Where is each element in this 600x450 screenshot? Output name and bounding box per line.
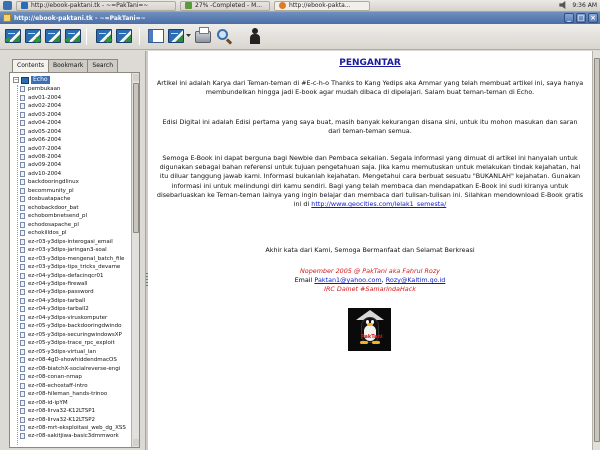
tree-item-label: ez-r04-y3dips-defacinqcr01 (28, 272, 104, 279)
tree-item-label: adv08-2004 (28, 153, 62, 160)
tree-item-label: ez-r05-y3dips-trace_rpc_exploit (28, 340, 115, 347)
tree-item[interactable] (20, 187, 132, 195)
tree-item-label: ez-r04-y3dips-password (28, 289, 94, 296)
book-options-icon (168, 29, 184, 43)
tree-item-label: ez-r04-y3dips-viruskomputer (28, 314, 108, 321)
tree-item-label: ez-r03-y3dips-jaringan3-soal (28, 247, 107, 254)
tree-item[interactable] (20, 348, 132, 356)
document-icon (20, 408, 25, 414)
tree-item[interactable] (20, 127, 132, 135)
document-icon (20, 264, 25, 270)
document-icon (20, 400, 25, 406)
tree-item-label: ez-r08-conan-nmap (28, 374, 82, 381)
tree-scrollbar[interactable] (131, 73, 139, 447)
tree-item-label: ez-r08-biatchX-socialreverse-engi (28, 365, 121, 372)
tree-item-label: ez-r05-y3dips-backdooringdwindo (28, 323, 122, 330)
tree-item[interactable] (20, 381, 132, 389)
content-scrollbar-thumb[interactable] (594, 58, 600, 442)
tree-item-label: ez-r03-y3dips-tips_tricks_devame (28, 264, 121, 271)
tree-item-label: adv09-2004 (28, 162, 62, 169)
document-icon (20, 86, 25, 92)
tree-item[interactable] (20, 364, 132, 372)
download-icon (185, 2, 192, 9)
navigation-pane (0, 51, 145, 450)
penguin-foot (372, 341, 380, 344)
tree-item-label: ez-r03-y3dips-interogasi_email (28, 238, 113, 245)
irc-line: IRC Dalnet #SamarindaHack (324, 285, 416, 293)
tree-item-label: adv10-2004 (28, 170, 62, 177)
penguin-beak (367, 323, 373, 326)
tray (559, 1, 597, 9)
document-icon (20, 306, 25, 312)
email-line (148, 276, 592, 284)
content-area (148, 51, 592, 450)
email-separator: , (381, 276, 384, 284)
closing-paragraph: Akhir kata dari Kami, Semoga Bermanfaat dan Selamat Berkreasi (265, 246, 475, 254)
book-back-icon (5, 29, 21, 43)
document-icon (20, 239, 25, 245)
tree-item-label: ez-r08-hileman_hands-trinoo (28, 391, 108, 398)
toolbar-separator (86, 28, 87, 45)
forward-button[interactable] (24, 27, 42, 45)
tab-search[interactable]: Search (87, 59, 118, 72)
maximize-button[interactable]: □ (577, 14, 585, 22)
taskbar-item-label: 27% -Completed - M... (195, 2, 263, 9)
tree-item-label: adv01-2004 (28, 94, 62, 101)
book-icon (21, 2, 28, 9)
tree-item[interactable] (20, 119, 132, 127)
tree-item[interactable] (20, 398, 132, 406)
tree-item[interactable] (20, 110, 132, 118)
tree-item[interactable] (20, 237, 132, 245)
document-icon (20, 340, 25, 346)
user-button[interactable] (246, 27, 264, 45)
tree-item[interactable] (20, 102, 132, 110)
tree-item-label: ez-r08-sakitjiwa-basic3dmmwork (28, 433, 119, 440)
tree-item-label: adv05-2004 (28, 128, 62, 135)
tree-item-label: echobombnetsend_pl (28, 213, 87, 220)
document-icon (20, 222, 25, 228)
print-button[interactable] (194, 27, 212, 45)
document-icon (20, 95, 25, 101)
tree-item-label: adv04-2004 (28, 120, 62, 127)
book-icon (21, 77, 29, 84)
arrow-left-icon (64, 37, 70, 43)
previous-button[interactable] (64, 27, 82, 45)
document-icon (20, 273, 25, 279)
collapse-icon[interactable]: − (14, 77, 19, 83)
document-icon (20, 112, 25, 118)
book-previous-icon (65, 29, 81, 43)
tree-item[interactable] (20, 136, 132, 144)
tree-item-label: ez-r04-y3dips-tarball2 (28, 306, 89, 313)
tree-item-label: adv06-2004 (28, 137, 62, 144)
toolbar-separator (139, 28, 140, 45)
tree-item[interactable] (20, 280, 132, 288)
tree-item[interactable] (20, 204, 132, 212)
document-icon (20, 332, 25, 338)
document-icon (20, 256, 25, 262)
tree-item-label: adv03-2004 (28, 111, 62, 118)
document-icon (20, 120, 25, 126)
page-title: PENGANTAR (339, 58, 401, 68)
document-icon (20, 383, 25, 389)
document-icon (20, 103, 25, 109)
disclaimer-text: Semoga E-Book ini dapat berguna bagi Newbie dan Pembaca sekalian. Segala informasi yang dimuat di artikel ini hanyalah untuk digunakan sebagai bahan referensi untuk tujuan pengetahuan saja. Jika kamu memutuskan untuk melakukan tindak kejahatan, hal itu diluar tanggung jawab kami. Informasi bukanlah kejahatan. Mengetahui cara berbuat sesuatu "BUKANLAH" kejahatan. Gunakan informasi ini untuk melindungi diri kamu sendiri. Bagi yang telah membaca dan mendapatkan E-Book ini sudi kiranya untuk disebarluaskan ke Teman-teman lainya yang ingin belajar dan membaca dari tulisan-tulisan ini. Silahkan mendownload E-Book gratis ini di (156, 154, 584, 209)
tree-item-label: backdooringdlinux (28, 179, 79, 186)
tree-item-label: echodosapache_pl (28, 221, 79, 228)
tree-scrollbar-thumb[interactable] (133, 83, 139, 233)
tree-item[interactable] (20, 153, 132, 161)
document-icon (20, 205, 25, 211)
tree-item[interactable] (20, 144, 132, 152)
window-controls (564, 13, 598, 23)
document-icon (20, 146, 25, 152)
book-forward-icon (25, 29, 41, 43)
printer-icon (195, 31, 211, 43)
email-label: Email (294, 276, 313, 284)
book-sync-icon (116, 29, 132, 43)
tree-item-label: adv02-2004 (28, 103, 62, 110)
tree-item-label: dosbuatapache (28, 196, 71, 203)
tree-item[interactable] (20, 305, 132, 313)
document-icon (20, 230, 25, 236)
tree-item[interactable] (20, 314, 132, 322)
minimize-button[interactable]: _ (564, 13, 574, 23)
tree-item-label: ez-r03-y3dips-mengenal_batch_file (28, 255, 125, 262)
tree-item[interactable] (20, 288, 132, 296)
tree-list (20, 85, 132, 441)
tab-bookmark[interactable]: Bookmark (48, 59, 88, 72)
document-icon (20, 137, 25, 143)
document-icon (20, 425, 25, 431)
document-icon (20, 374, 25, 380)
download-link[interactable]: http://www.geocities.com/lelak1_semesta/ (311, 200, 447, 209)
signature-date: Nopember 2005 @ PakTani aka Fahrul Rozy (300, 267, 440, 275)
penguin-foot (360, 341, 368, 344)
tree-item[interactable] (20, 432, 132, 440)
document-icon (20, 366, 25, 372)
book-home-icon (45, 29, 61, 43)
tree-item-label: ez-r05-y3dips-securingwindowsXP (28, 331, 122, 338)
window-titlebar[interactable] (0, 12, 600, 24)
document-icon (20, 281, 25, 287)
tree-item-label: ez-r08-id-ipYM (28, 399, 68, 406)
document-icon (20, 323, 25, 329)
tree-item-label: adv07-2004 (28, 145, 62, 152)
sync-button[interactable] (115, 27, 133, 45)
window-title: http://ebook-paktani.tk - ~=PakTani=~ (14, 14, 146, 22)
person-icon (250, 28, 260, 44)
tree-item[interactable] (20, 85, 132, 93)
tree-item[interactable] (20, 161, 132, 169)
tree-item[interactable] (20, 254, 132, 262)
tree-item-label: ez-r08-4gD-showhiddendmacOS (28, 357, 117, 364)
tree-item[interactable] (20, 373, 132, 381)
tree-item[interactable] (20, 271, 132, 279)
document-icon (20, 213, 25, 219)
document-icon (20, 196, 25, 202)
tree-item[interactable] (20, 212, 132, 220)
document-icon (20, 315, 25, 321)
document-icon (20, 179, 25, 185)
panel-icon (148, 29, 164, 43)
tree-item-label: ez-r08-lirva32-K12LTSP2 (28, 416, 96, 423)
tree-item-label: becommunity_pl (28, 187, 74, 194)
close-button[interactable]: × (588, 13, 598, 23)
tree-item[interactable] (20, 390, 132, 398)
scroll-down-arrow[interactable] (133, 439, 139, 446)
document-icon (20, 391, 25, 397)
tree-item-label: ez-r08-mrt-eksploitasi_web_dg_XSS (28, 424, 126, 431)
intro-paragraph: Artikel ini adalah Karya dari Teman-teman di #E-c-h-o Thanks to Kang Yedips aka Ammar yang telah membuat artikel ini, saya hanya membundelkan hingga jadi E-book agar mudah dibaca di dipelajari. Salam buat teman-teman di Echo. (156, 79, 584, 97)
contents-tree[interactable] (9, 72, 140, 448)
tree-item[interactable] (20, 229, 132, 237)
book-next-icon (96, 29, 112, 43)
tree-item[interactable] (20, 246, 132, 254)
taskbar-item-label: http://ebook-paktani.tk - ~=PakTani=~ (31, 2, 149, 9)
document-icon (20, 171, 25, 177)
tree-item[interactable] (20, 263, 132, 271)
document-icon (20, 433, 25, 439)
content-scrollbar[interactable] (592, 51, 600, 450)
document-icon (20, 289, 25, 295)
document-icon (20, 154, 25, 160)
tree-item[interactable] (20, 322, 132, 330)
edition-paragraph: Edisi Digital ini adalah Edisi pertama yang saya buat, masih banyak kekurangan disana sini, untuk itu mohon masukan dan saran dari teman-teman semua. (162, 118, 578, 136)
tree-item-label: ez-r05-y3dips-virtual_lan (28, 348, 97, 355)
tree-item[interactable] (20, 178, 132, 186)
tree-root[interactable] (13, 76, 50, 84)
taskbar-item-label: http://ebook-pakta... (289, 2, 351, 9)
nav-tabs (12, 59, 117, 72)
system-panel (0, 0, 600, 12)
hide-panel-button[interactable] (147, 27, 165, 45)
tree-item-label: ez-r04-y3dips-tarball (28, 297, 86, 304)
tree-item-label: ez-r04-y3dips-firewall (28, 281, 88, 288)
home-button[interactable] (44, 27, 62, 45)
document-icon (20, 298, 25, 304)
tree-item[interactable] (20, 195, 132, 203)
tree-item[interactable] (20, 221, 132, 229)
arrow-right-icon (36, 37, 42, 43)
scroll-up-arrow[interactable] (133, 74, 139, 81)
document-icon (20, 349, 25, 355)
document-icon (20, 162, 25, 168)
document-icon (20, 357, 25, 363)
tree-item[interactable] (20, 407, 132, 415)
taskbar-item-firefox[interactable] (274, 1, 370, 11)
tree-item[interactable] (20, 415, 132, 423)
app-menu-icon[interactable] (3, 1, 12, 10)
tree-item[interactable] (20, 297, 132, 305)
next-button[interactable] (95, 27, 113, 45)
logo-text: PakTani (361, 334, 383, 340)
chevron-down-icon[interactable] (186, 34, 191, 37)
paktani-logo (348, 308, 391, 351)
volume-icon[interactable] (559, 1, 567, 9)
taskbar-item-ebook[interactable] (16, 1, 176, 11)
email-link-yahoo[interactable]: Paktan1@yahoo.com (314, 276, 382, 284)
tree-item-label: echobackdoor_bat (28, 204, 79, 211)
tree-guide-line (17, 85, 18, 445)
magnifier-icon (217, 29, 228, 40)
arrow-right-icon (107, 37, 113, 43)
document-icon (20, 247, 25, 253)
tree-item[interactable] (20, 331, 132, 339)
tree-item[interactable] (20, 339, 132, 347)
email-link-kaltim[interactable]: Rozy@Kaltim.go.id (385, 276, 446, 284)
tree-root-label: Echo (33, 76, 48, 83)
document-icon (20, 129, 25, 135)
options-button[interactable] (167, 27, 185, 45)
tab-contents[interactable]: Contents (12, 59, 49, 73)
taskbar-item-download[interactable] (180, 1, 270, 11)
disclaimer-paragraph (156, 154, 584, 209)
tree-item[interactable] (20, 93, 132, 101)
firefox-icon (279, 2, 286, 9)
tree-item-label: pembukaan (28, 86, 61, 93)
find-button[interactable] (214, 27, 232, 45)
tree-item-label: echokilldos_pl (28, 230, 67, 237)
window-icon (3, 14, 11, 22)
toolbar (0, 24, 600, 50)
document-icon (20, 188, 25, 194)
tree-item-label: ez-r08-echostaff-intro (28, 382, 88, 389)
tree-item-label: ez-r08-lirva32-K12LTSP1 (28, 408, 96, 415)
clock[interactable]: 9:36 AM (572, 1, 597, 9)
tree-item[interactable] (20, 356, 132, 364)
tree-item[interactable] (20, 170, 132, 178)
back-button[interactable] (4, 27, 22, 45)
tree-item[interactable] (20, 424, 132, 432)
document-icon (20, 417, 25, 423)
arrow-left-icon (4, 37, 10, 43)
